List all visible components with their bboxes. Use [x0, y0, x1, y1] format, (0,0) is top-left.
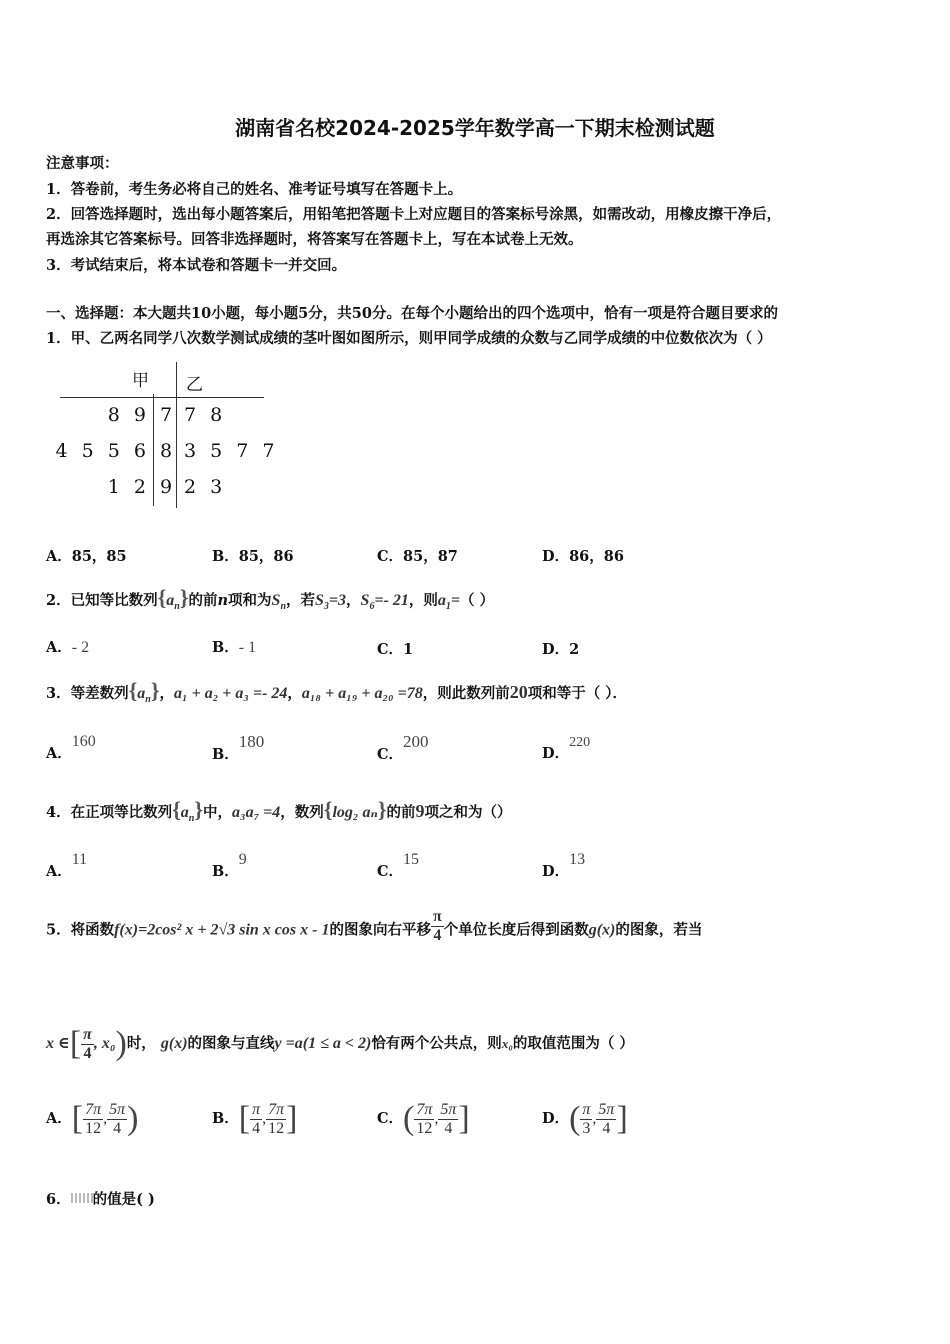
stem-row-1: 7: [160, 404, 173, 426]
q2-stem: 2．已知等比数列$\{a_n\}$的前n项和为$S_n$，若$S_3=3$，$S_6=-$ 21，则$a_1=$（ ）: [46, 585, 495, 612]
q2-option-c[interactable]: C．1: [377, 641, 414, 658]
note-2: 2．回答选择题时，选出每小题答案后，用铅笔把答题卡上对应题目的答案标号涂黑，如需改动，用橡皮擦干净后，: [46, 206, 782, 223]
q4-stem: 4．在正项等比数列$\{a_n\}$中，a₃a₇ =4，数列{log₂ aₙ}的前9项之和为（）: [46, 797, 512, 824]
q5-shift-frac: $\frac{\pi}{4}$: [432, 908, 442, 944]
q5-option-c[interactable]: C．( $\frac{7\pi}{12}$ , $\frac{5\pi}{4}$ ]: [377, 1100, 470, 1137]
q5-stem-line1: 5．将函数f(x)=2cos² x + 2√3 sin x cos x - 1的图象向右平移 $\frac{\pi}{4}$ 个单位长度后得到函数g(x)的图象，若当: [46, 908, 703, 944]
stem-row-3: 9: [160, 476, 173, 498]
page-title: 湖南省名校2024-2025学年数学高一下期末检测试题: [235, 116, 715, 140]
q5-func: f(x)=2cos² x + 2√3 sin x cos x - 1: [114, 921, 330, 939]
leaf-left-row-1: 8 9: [107, 404, 150, 426]
q2-s6: $S_6=-$ 21: [360, 592, 409, 612]
q6-stem: 6． 的值是( ): [46, 1191, 155, 1208]
q2-seq: $\{a_n\}$: [157, 585, 189, 612]
note-1: 1．答卷前，考生务必将自己的姓名、准考证号填写在答题卡上。: [46, 181, 463, 198]
q2-option-a[interactable]: A．- 2: [46, 639, 90, 656]
q5-option-a[interactable]: A．[ $\frac{7\pi}{12}$ , $\frac{5\pi}{4}$ ): [46, 1100, 139, 1137]
header-jia: 甲: [132, 371, 149, 391]
q3-option-d[interactable]: D．220: [542, 735, 591, 762]
header-yi: 乙: [186, 375, 203, 395]
q1-option-b[interactable]: B．85，86: [212, 548, 294, 565]
q1-option-a[interactable]: A．85，85: [46, 548, 127, 565]
q4-seq2: {log₂ aₙ}: [323, 797, 387, 822]
leaf-right-row-2: 3 5 7 7: [184, 440, 279, 462]
q3-option-b[interactable]: B．180: [212, 732, 265, 763]
q4-option-a[interactable]: A．11: [46, 851, 88, 880]
header-line: [60, 397, 264, 398]
q5-option-d[interactable]: D．( $\frac{\pi}{3}$ , $\frac{5\pi}{4}$ ]: [542, 1100, 628, 1137]
q3-option-c[interactable]: C．200: [377, 732, 429, 763]
q3-eq1: a₁ + a₂ + a₃ =- 24: [174, 685, 288, 702]
q5-xin: x ∈: [46, 1035, 70, 1052]
leaf-right-row-3: 2 3: [184, 476, 227, 498]
q2-sn: $S_n$: [271, 592, 287, 612]
leaf-right-row-1: 7 8: [184, 404, 227, 426]
q4-option-d[interactable]: D．13: [542, 851, 586, 880]
note-3: 3．考试结束后，将本试卷和答题卡一并交回。: [46, 257, 347, 274]
q5-g: g(x): [588, 921, 616, 939]
q4-eq: a₃a₇ =4: [232, 804, 281, 821]
q3-option-a[interactable]: A．160: [46, 733, 96, 762]
section-heading: 一、选择题：本大题共10小题，每小题5分，共50分。在每个小题给出的四个选项中，恰有一项是符合题目要求的: [46, 305, 778, 322]
note-2-cont: 再选涂其它答案标号。回答非选择题时，将答案写在答题卡上，写在本试卷上无效。: [46, 231, 583, 248]
stem-line-left: [153, 394, 154, 506]
q2-option-d[interactable]: D．2: [542, 641, 580, 658]
stem-line-right: [176, 362, 177, 508]
q5-stem-line2: x ∈[ $\frac{\pi}{4}$ , x₀)时， g(x)的图象与直线y =a(1 ≤ a < 2)恰有两个公共点，则x₀的取值范围为（ ）: [46, 1025, 634, 1062]
q1-option-c[interactable]: C．85，87: [377, 548, 458, 565]
q4-option-b[interactable]: B．9: [212, 851, 247, 880]
notes-heading: 注意事项：: [46, 155, 119, 172]
q1-stem: 1．甲、乙两名同学八次数学测试成绩的茎叶图如图所示，则甲同学成绩的众数与乙同学成绩的中位数依次为（ ）: [46, 330, 772, 347]
stem-row-2: 8: [160, 440, 173, 462]
q4-option-c[interactable]: C．15: [377, 851, 420, 880]
stem-leaf-plot: [55, 362, 279, 510]
leaf-left-row-3: 1 2: [107, 476, 150, 498]
leaf-left-row-2: 4 5 5 6: [55, 440, 150, 462]
q5-option-b[interactable]: B．[ $\frac{\pi}{4}$ , $\frac{7\pi}{12}$ ]: [212, 1100, 298, 1137]
q6-broken-formula-image: [71, 1193, 93, 1203]
q2-s3: $S_3=3$: [315, 592, 347, 612]
q1-option-d[interactable]: D．86，86: [542, 548, 624, 565]
q3-stem: 3．等差数列$\{a_n\}$，a₁ + a₂ + a₃ =- 24，a₁₈ + a₁₉ + a₂₀ =78，则此数列前20项和等于（ ）．: [46, 678, 628, 705]
q2-option-b[interactable]: B．- 1: [212, 639, 257, 656]
q2-a1: $a_1=$: [437, 592, 461, 612]
q3-seq: $\{a_n\}$: [128, 678, 160, 705]
q3-eq2: a₁₈ + a₁₉ + a₂₀ =78: [301, 685, 423, 702]
q5-line-eq: y =a(1 ≤ a < 2): [274, 1035, 372, 1052]
q2-text-1: 2．已知等比数列: [46, 592, 158, 609]
q4-seq: $\{a_n\}$: [172, 797, 203, 824]
